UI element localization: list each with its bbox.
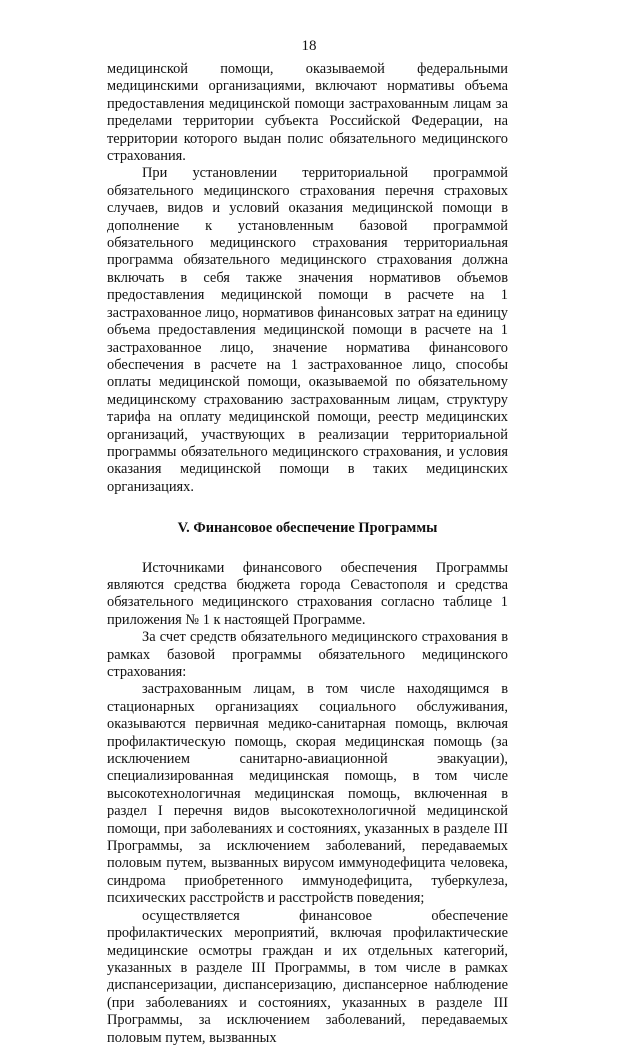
document-body — [107, 61, 508, 1047]
paragraph-preventive-measures: осуществляется финансовое обеспечение профилактических мероприятий, включая профилактические медицинские осмотры граждан и их отдельных категорий, указанных в разделе III Программы, в том числе в рамках диспансеризации, диспансеризацию, диспансерное наблюдение (при заболеваниях и состояниях, указанных в разделе III Программы, за исключением заболеваний, передаваемых половым путем, вызванных — [107, 907, 508, 1046]
section-heading: V. Финансовое обеспечение Программы — [177, 520, 438, 537]
paragraph-territorial-program: При установлении территориальной программой обязательного медицинского страхования перечня страховых случаев, видов и условий оказания медицинской помощи в дополнение к установленным базовой программой обязательного медицинского страхования территориальная программа обязательного медицинского страхования должна включать в себя также значения нормативов объемов предоставления медицинской помощи в расчете на 1 застрахованное лицо, нормативов финансовых затрат на единицу объема предоставления медицинской помощи в расчете на 1 застрахованное лицо, значение норматива финансового обеспечения в расчете на 1 застрахованное лицо, способы оплаты медицинской помощи, оказываемой по обязательному медицинскому страхованию застрахованным лицам, структуру тарифа на оплату медицинской помощи, реестр медицинских организаций, участвующих в реализации территориальной программы обязательного медицинского страхования, и условия оказания медицинской помощи в таких медицинских организациях. — [107, 165, 508, 495]
paragraph-insured-persons: застрахованным лицам, в том числе находящимся в стационарных организациях социального обслуживания, оказываются первичная медико-санитарная помощь, включая профилактическую помощь, скорая медицинская помощь (за исключением санитарно-авиационной эвакуации), специализированная медицинская помощь, в том числе высокотехнологичная медицинская помощь, включенная в раздел I перечня видов высокотехнологичной медицинской помощи, при заболеваниях и состояниях, указанных в разделе III Программы, за исключением заболеваний, передаваемых половым путем, вызванных вирусом иммунодефицита человека, синдрома приобретенного иммунодефицита, туберкулеза, психических расстройств и расстройств поведения; — [107, 681, 508, 907]
paragraph-funding-sources: Источниками финансового обеспечения Программы являются средства бюджета города Севастополя и средства обязательного медицинского страхования согласно таблице 1 приложения № 1 к настоящей Программе. — [107, 559, 508, 628]
paragraph-continuation: медицинской помощи, оказываемой федеральными медицинскими организациями, включают нормативы объема предоставления медицинской помощи застрахованным лицам за пределами территории субъекта Российской Федерации, на территории которого выдан полис обязательного медицинского страхования. — [107, 61, 508, 165]
paragraph-oms-basic-program: За счет средств обязательного медицинского страхования в рамках базовой программы обязательного медицинского страхования: — [107, 629, 508, 680]
page-number: 18 — [301, 38, 317, 54]
